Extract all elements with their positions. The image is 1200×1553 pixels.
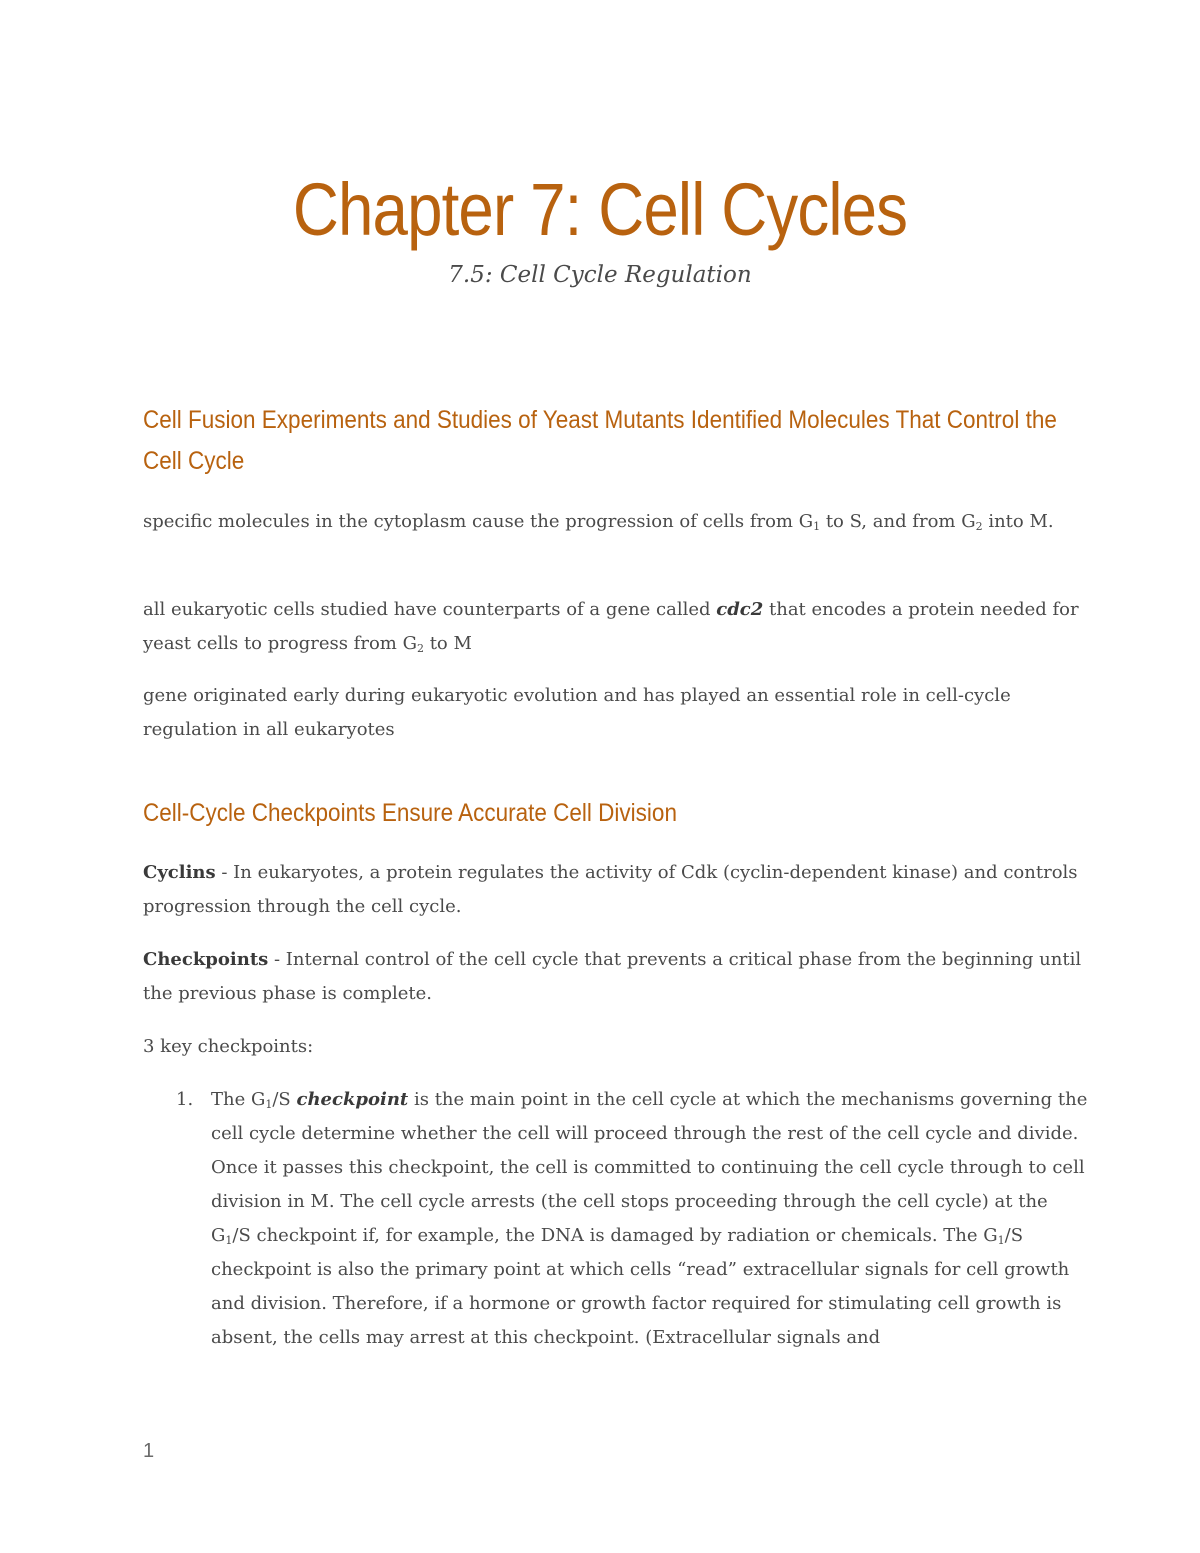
section-heading-checkpoints: Cell-Cycle Checkpoints Ensure Accurate Cell Division <box>143 799 677 827</box>
list-item-number: 1. <box>176 1089 194 1110</box>
definition-cyclins: Cyclins - In eukaryotes, a protein regulates the activity of Cdk (cyclin-dependent kinase) and controls progression through the cell cycle. <box>143 862 1078 917</box>
page-number: 1 <box>143 1440 155 1462</box>
checkpoints-intro: 3 key checkpoints: <box>143 1036 314 1057</box>
definition-checkpoints: Checkpoints - Internal control of the cell cycle that prevents a critical phase from the beginning until the previous phase is complete. <box>143 949 1082 1004</box>
chapter-title: Chapter 7: Cell Cycles <box>292 168 908 251</box>
paragraph-molecules: specific molecules in the cytoplasm cause the progression of cells from $G_1$ to S, and from $G_2$ into M. <box>143 511 1054 533</box>
paragraph-evolution: gene originated early during eukaryotic evolution and has played an essential role in cell-cycle regulation in all eukaryotes <box>143 685 1011 740</box>
paragraph-cdc2: all eukaryotic cells studied have counterparts of a gene called cdc2 that encodes a protein needed for yeast cells to progress from $G_2$ to M <box>143 599 1079 655</box>
section-heading-cell-fusion: Cell Fusion Experiments and Studies of Yeast Mutants Identified Molecules That Control the Cell Cycle <box>143 406 1057 475</box>
section-subtitle: 7.5: Cell Cycle Regulation <box>448 262 752 288</box>
list-item: The $G_1/S$ checkpoint is the main point in the cell cycle at which the mechanisms governing the cell cycle determine whether the cell will proceed through the rest of the cell cycle and divide. Once it passes this checkpoint, the cell is committed to continuing the cell cycle through to cell division in M. The cell cycle arrests (the cell stops proceeding through the cell cycle) at the $G_1/S$ checkpoint if, for example, the DNA is damaged by radiation or chemicals. The $G_1/S$ checkpoint is also the primary point at which cells “read” extracellular signals for cell growth and division. Therefore, if a hormone or growth factor required for stimulating cell growth is absent, the cells may arrest at this checkpoint. (Extracellular signals and <box>211 1089 1088 1348</box>
term-checkpoints: Checkpoints <box>143 949 269 970</box>
term-cyclins: Cyclins <box>143 862 216 883</box>
